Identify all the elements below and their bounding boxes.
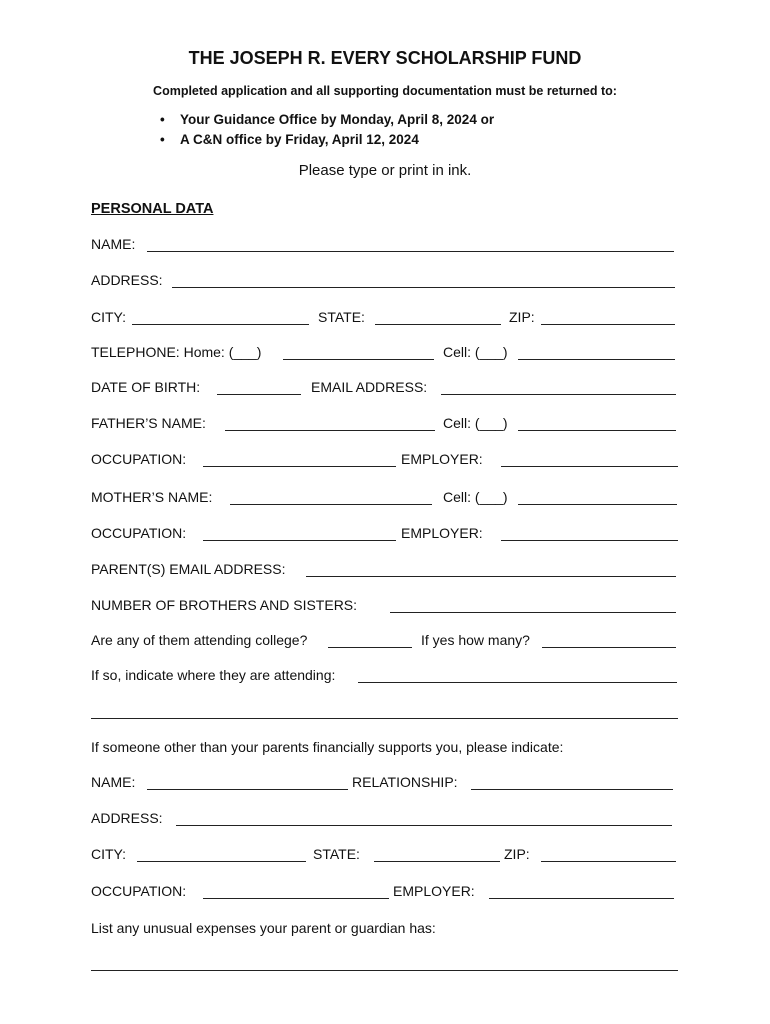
how-many-label: If yes how many? <box>421 632 530 648</box>
supporter-employer-label: EMPLOYER: <box>393 883 475 899</box>
father-occupation-label: OCCUPATION: <box>91 451 187 467</box>
supporter-zip-label: ZIP: <box>504 846 530 862</box>
address-label: ADDRESS: <box>91 272 163 288</box>
siblings-label: NUMBER OF BROTHERS AND SISTERS: <box>91 597 358 613</box>
father-cell-field[interactable] <box>518 430 676 431</box>
section-title-personal-data: PERSONAL DATA <box>91 201 214 217</box>
parent-email-label: PARENT(S) EMAIL ADDRESS: <box>91 561 286 577</box>
zip-field[interactable] <box>541 324 675 325</box>
supporter-city-label: CITY: <box>91 846 127 862</box>
supporter-address-field[interactable] <box>176 825 672 826</box>
other-support-label: If someone other than your parents financially supports you, please indicate: <box>91 739 564 755</box>
city-field[interactable] <box>132 324 309 325</box>
mother-cell-label: Cell: (___) <box>443 489 508 505</box>
bullet-text: A C&N office by Friday, April 12, 2024 <box>180 132 419 147</box>
mother-name-label: MOTHER’S NAME: <box>91 489 213 505</box>
parent-email-field[interactable] <box>306 576 676 577</box>
supporter-address-label: ADDRESS: <box>91 810 163 826</box>
dob-label: DATE OF BIRTH: <box>91 379 201 395</box>
siblings-college-label: Are any of them attending college? <box>91 632 308 648</box>
how-many-field[interactable] <box>542 647 676 648</box>
father-employer-label: EMPLOYER: <box>401 451 483 467</box>
mother-name-field[interactable] <box>230 504 432 505</box>
mother-employer-label: EMPLOYER: <box>401 525 483 541</box>
state-label: STATE: <box>318 309 365 325</box>
telephone-home-label: TELEPHONE: Home: (___) <box>91 344 262 360</box>
zip-label: ZIP: <box>509 309 535 325</box>
supporter-state-label: STATE: <box>313 846 360 862</box>
supporter-zip-field[interactable] <box>541 861 676 862</box>
name-field[interactable] <box>147 251 674 252</box>
relationship-label: RELATIONSHIP: <box>352 774 458 790</box>
siblings-college-field[interactable] <box>328 647 412 648</box>
name-label: NAME: <box>91 236 136 252</box>
supporter-employer-field[interactable] <box>489 898 674 899</box>
mother-occupation-label: OCCUPATION: <box>91 525 187 541</box>
mother-employer-field[interactable] <box>501 540 678 541</box>
cell-label: Cell: (___) <box>443 344 508 360</box>
ink-instruction: Please type or print in ink. <box>298 162 472 179</box>
state-field[interactable] <box>375 324 501 325</box>
where-attending-field-line2[interactable] <box>91 718 678 719</box>
email-field[interactable] <box>441 394 676 395</box>
cell-field[interactable] <box>518 359 675 360</box>
bullet-guidance-office: • Your Guidance Office by Monday, April 8, 2024 or <box>160 112 495 127</box>
unusual-expenses-label: List any unusual expenses your parent or guardian has: <box>91 920 436 936</box>
unusual-expenses-field[interactable] <box>91 970 678 971</box>
city-label: CITY: <box>91 309 127 325</box>
telephone-home-field[interactable] <box>283 359 434 360</box>
dob-field[interactable] <box>217 394 301 395</box>
supporter-name-field[interactable] <box>147 789 348 790</box>
mother-occupation-field[interactable] <box>203 540 396 541</box>
siblings-field[interactable] <box>390 612 676 613</box>
where-attending-field[interactable] <box>358 682 677 683</box>
return-instructions: Completed application and all supporting documentation must be returned to: <box>153 84 617 98</box>
supporter-occupation-label: OCCUPATION: <box>91 883 187 899</box>
supporter-state-field[interactable] <box>374 861 500 862</box>
form-title: THE JOSEPH R. EVERY SCHOLARSHIP FUND <box>188 48 582 68</box>
bullet-text: Your Guidance Office by Monday, April 8, 2024 or <box>180 112 495 127</box>
relationship-field[interactable] <box>471 789 673 790</box>
bullet-cn-office: • A C&N office by Friday, April 12, 2024 <box>160 132 419 147</box>
father-name-field[interactable] <box>225 430 435 431</box>
supporter-name-label: NAME: <box>91 774 136 790</box>
father-cell-label: Cell: (___) <box>443 415 508 431</box>
father-name-label: FATHER’S NAME: <box>91 415 206 431</box>
supporter-occupation-field[interactable] <box>203 898 389 899</box>
mother-cell-field[interactable] <box>518 504 677 505</box>
where-attending-label: If so, indicate where they are attending: <box>91 667 336 683</box>
supporter-city-field[interactable] <box>137 861 306 862</box>
email-label: EMAIL ADDRESS: <box>311 379 428 395</box>
address-field[interactable] <box>172 287 675 288</box>
father-employer-field[interactable] <box>501 466 678 467</box>
father-occupation-field[interactable] <box>203 466 396 467</box>
